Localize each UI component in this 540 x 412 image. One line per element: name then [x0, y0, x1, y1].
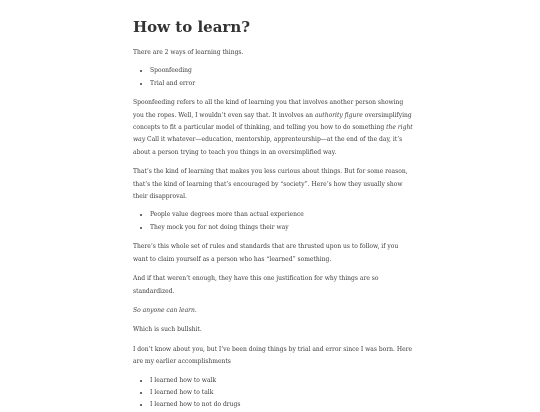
curiosity-paragraph: That’s the kind of learning that makes you less curious about things. But for some reason, that’s the kind of learning that’s encouraged by “society”. Here’s how they usually show their disapproval.: [133, 168, 408, 201]
spoonfeeding-paragraph: [133, 97, 413, 159]
text-span: oversimplifying concepts to fit a particular model of thinking, and telling you how to do something: [133, 111, 412, 132]
trial-paragraph: I don’t know about you, but I’ve been doing things by trial and error since I was born. Here are my earlier accomplishments: [133, 345, 413, 366]
bullshit-paragraph: Which is such bullshit.: [133, 326, 202, 334]
list-item: • People value degrees more than actual experience: [150, 209, 413, 221]
page-title: How to learn?: [133, 18, 251, 36]
text-span: Spoonfeeding refers to all the kind of learning you that involves another person showing you the ropes. Well, I wouldn’t even say that. It involves an: [133, 99, 404, 119]
list-item: • I learned how to not do drugs: [150, 399, 413, 411]
rules-paragraph: There’s this whole set of rules and standards that are thrusted upon us to follow, if you want to claim yourself as a person who has “learned” something.: [133, 243, 399, 263]
list-item: • I learned how to talk: [150, 387, 413, 399]
ways-list: [133, 65, 413, 90]
emphasis-text: So anyone can learn.: [133, 306, 197, 314]
quote-paragraph: [133, 305, 413, 317]
list-item: • I learned how to walk: [150, 375, 413, 387]
emphasis-text: the right way: [133, 124, 413, 144]
intro-paragraph: There are 2 ways of learning things.: [133, 49, 244, 56]
list-item: • Trial and error: [150, 78, 413, 90]
disapproval-list: [133, 209, 413, 234]
list-item: • They mock you for not doing things their way: [150, 222, 413, 234]
text-span: Call it whatever—education, mentorship, apprenteurship—at the end of the day, it’s about a person trying to teach you things in an oversimplified way.: [133, 136, 403, 156]
justification-paragraph: And if that weren’t enough, they have this one justification for why things are so standardized.: [133, 275, 379, 295]
emphasis-text: authority figure: [314, 111, 363, 119]
list-item: • Spoonfeeding: [150, 65, 413, 77]
accomplishments-list: [133, 375, 413, 412]
article: [133, 0, 413, 412]
